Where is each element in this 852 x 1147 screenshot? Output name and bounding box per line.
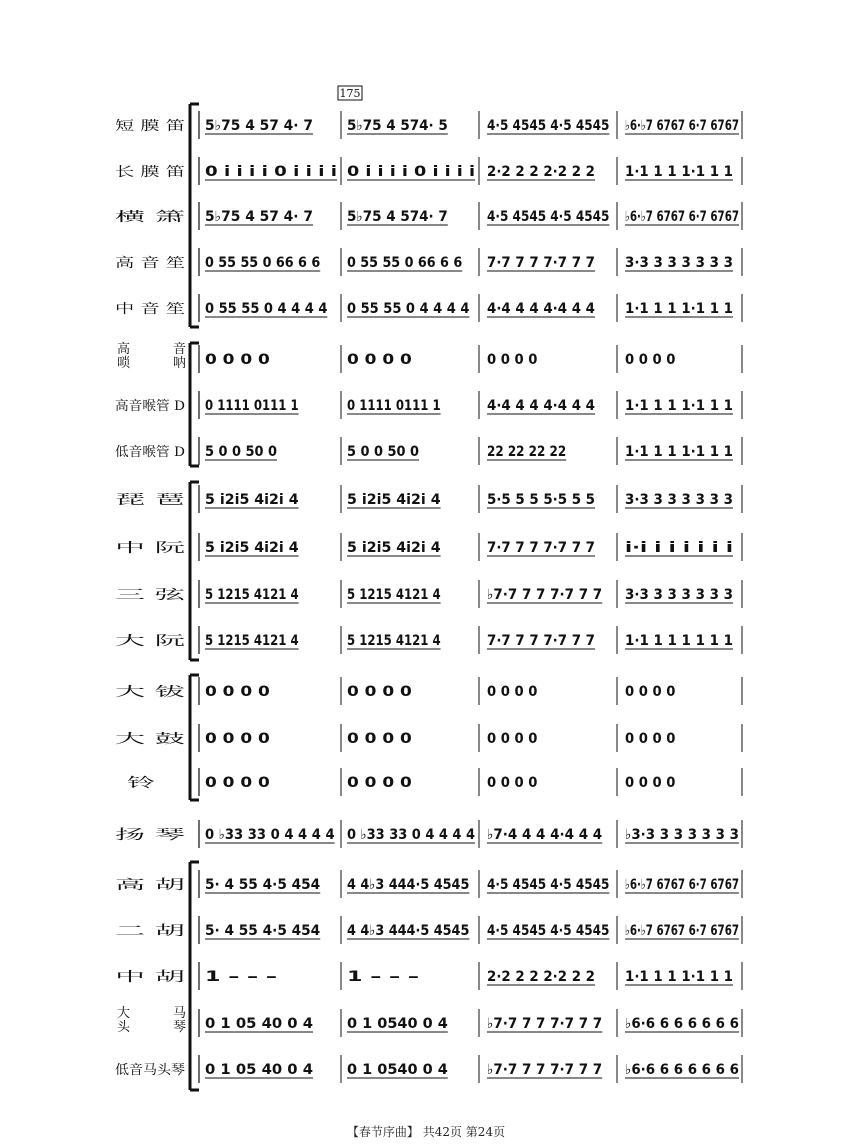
measure-notation: 7·7 7 7 7·7 7 7 [487, 633, 595, 649]
instrument-name-part: 呐 [173, 356, 187, 371]
page-footer: 【春节序曲】 共42页 第24页 [346, 1125, 506, 1139]
measure-notation: 5♭75 4 574· 5 [347, 118, 448, 134]
instrument-name: 短 膜 笛 [115, 119, 185, 134]
instrument-name-part: 头 [117, 1020, 131, 1035]
measure-notation: 0 0 0 0 [487, 684, 538, 700]
instrument-name: 长 膜 笛 [115, 165, 185, 180]
measure-notation: 5♭75 4 574· 7 [347, 209, 448, 225]
measure-notation: 1·1 1 1 1·1 1 1 [625, 301, 733, 317]
measure-notation: 3·3 3 3 3 3 3 3 [625, 492, 733, 508]
measure-notation: 5 1215 4121 4 [205, 587, 299, 603]
measure-notation: 4·5 4545 4·5 4545 [487, 209, 610, 225]
measure-notation: ♭6·♭7 6767 6·7 6767 [625, 118, 739, 134]
measure-notation: 1·1 1 1 1·1 1 1 [625, 164, 733, 180]
measure-notation: 0 0 0 0 [205, 684, 271, 700]
measure-notation: 22 22 22 22 [487, 444, 567, 460]
measure-notation: 0 0 0 0 [205, 352, 271, 368]
measure-notation: 0 1 05 40 0 4 [205, 1062, 314, 1078]
measure-notation: 1·1 1 1 1·1 1 1 [625, 444, 733, 460]
instrument-name: 扬 琴 [115, 828, 146, 843]
measure-notation: 5· 4 55 4·5 454 [205, 877, 321, 893]
measure-notation: 4·5 4545 4·5 4545 [487, 923, 610, 939]
measure-notation: 1·1 1 1 1 1 1 1 [625, 633, 733, 649]
measure-notation: 0 i i i i 0 i i i i [205, 164, 337, 180]
measure-notation: 2·2 2 2 2·2 2 2 [487, 164, 595, 180]
instrument-name: 中 阮 [115, 541, 146, 556]
measure-notation: 0 1 0540 0 4 [347, 1016, 449, 1032]
measure-notation: 0 55 55 0 66 6 6 [205, 255, 321, 271]
measure-notation: 5 0 0 50 0 [347, 444, 420, 460]
measure-notation: 0 0 0 0 [625, 731, 676, 747]
instrument-name: 铃 [127, 776, 155, 791]
measure-notation: 4·4 4 4 4·4 4 4 [487, 301, 596, 317]
instrument-name: 大 钹 [115, 685, 146, 700]
measure-notation: 4·5 4545 4·5 4545 [487, 118, 610, 134]
measure-notation: 2·2 2 2 2·2 2 2 [487, 969, 595, 985]
measure-notation: 0 1111 0111 1 [347, 398, 441, 414]
measure-notation: 5 1215 4121 4 [205, 633, 299, 649]
measure-notation: 0 0 0 0 [625, 352, 676, 368]
instrument-name-part: 琴 [173, 1020, 187, 1035]
measure-notation: 0 55 55 0 4 4 4 4 [205, 301, 328, 317]
instrument-name: 高 音 笙 [115, 256, 163, 271]
measure-notation: 0 1 05 40 0 4 [205, 1016, 314, 1032]
instrument-name: 低音马头琴 [115, 1063, 181, 1078]
measure-notation: ♭6·♭7 6767 6·7 6767 [625, 877, 739, 893]
measure-notation: 7·7 7 7 7·7 7 7 [487, 540, 595, 556]
instrument-name: 中 音 笙 [115, 302, 163, 317]
instrument-name: 琵 琶 [115, 493, 185, 508]
measure-notation: 0 ♭33 33 0 4 4 4 4 [347, 827, 476, 843]
measure-notation: 5♭75 4 57 4· 7 [205, 209, 313, 225]
instrument-name-part: 高 [117, 342, 131, 357]
measure-notation: ♭6·6 6 6 6 6 6 6 [625, 1016, 739, 1032]
measure-notation: 5 i2i5 4i2i 4 [347, 540, 441, 556]
instrument-name: 二 胡 [115, 924, 146, 939]
measure-number: 175 [339, 87, 361, 100]
measure-notation: ♭3·3 3 3 3 3 3 3 [625, 827, 739, 843]
measure-notation: ♭7·7 7 7 7·7 7 7 [487, 1016, 603, 1032]
measure-notation: 7·7 7 7 7·7 7 7 [487, 255, 595, 271]
measure-notation: 1·1 1 1 1·1 1 1 [625, 398, 733, 414]
measure-notation: 1·1 1 1 1·1 1 1 [625, 969, 733, 985]
measure-notation: ♭6·♭7 6767 6·7 6767 [625, 923, 739, 939]
measure-notation: i·i i i i i i i [625, 540, 733, 556]
measure-notation: ♭7·4 4 4 4·4 4 4 [487, 827, 603, 843]
instrument-name-part: 唢 [117, 356, 131, 371]
measure-notation: 1 – – – [205, 969, 277, 985]
measure-notation: 0 0 0 0 [487, 352, 538, 368]
instrument-name-part: 马 [173, 1006, 187, 1021]
measure-notation: 0 55 55 0 66 6 6 [347, 255, 463, 271]
measure-notation: 0 1111 0111 1 [205, 398, 299, 414]
measure-notation: 5 i2i5 4i2i 4 [347, 492, 441, 508]
measure-notation: 0 0 0 0 [625, 684, 676, 700]
instrument-name: 高 胡 [115, 878, 146, 893]
instrument-name: 三 弦 [115, 588, 188, 603]
measure-notation: 0 i i i i 0 i i i i [347, 164, 475, 180]
measure-notation: 5· 4 55 4·5 454 [205, 923, 321, 939]
measure-notation: 0 0 0 0 [205, 775, 271, 791]
measure-notation: 5 1215 4121 4 [347, 633, 441, 649]
measure-notation: 0 ♭33 33 0 4 4 4 4 [205, 827, 335, 843]
measure-notation: 0 0 0 0 [625, 775, 676, 791]
measure-notation: 0 0 0 0 [487, 775, 538, 791]
measure-number-box [338, 86, 362, 100]
measure-notation: 0 0 0 0 [347, 352, 413, 368]
measure-notation: 3·3 3 3 3 3 3 3 [625, 255, 733, 271]
measure-notation: 0 0 0 0 [347, 731, 413, 747]
measure-notation: 3·3 3 3 3 3 3 3 [625, 587, 733, 603]
measure-notation: 5 i2i5 4i2i 4 [205, 492, 299, 508]
measure-notation: 4 4♭3 444·5 4545 [347, 923, 470, 939]
measure-notation: 0 0 0 0 [347, 684, 413, 700]
measure-notation: ♭6·♭7 6767 6·7 6767 [625, 209, 739, 225]
instrument-name: 大 鼓 [115, 732, 146, 747]
measure-notation: 5·5 5 5 5·5 5 5 [487, 492, 595, 508]
instrument-name: 大 阮 [115, 634, 146, 649]
measure-notation: 0 55 55 0 4 4 4 4 [347, 301, 470, 317]
measure-notation: 4·5 4545 4·5 4545 [487, 877, 610, 893]
measure-notation: 0 0 0 0 [487, 731, 538, 747]
measure-notation: 5 1215 4121 4 [347, 587, 441, 603]
instrument-name: 低音喉管 D [115, 445, 185, 460]
measure-notation: 0 0 0 0 [205, 731, 271, 747]
measure-notation: 4 4♭3 444·5 4545 [347, 877, 470, 893]
measure-notation: 5♭75 4 57 4· 7 [205, 118, 313, 134]
measure-notation: ♭7·7 7 7 7·7 7 7 [487, 587, 603, 603]
instrument-name: 横 箫 [115, 210, 146, 225]
measure-notation: 5 0 0 50 0 [205, 444, 278, 460]
measure-notation: ♭7·7 7 7 7·7 7 7 [487, 1062, 603, 1078]
measure-notation: ♭6·6 6 6 6 6 6 6 [625, 1062, 739, 1078]
instrument-name-part: 大 [117, 1006, 131, 1021]
instrument-name: 高音喉管 D [115, 399, 182, 414]
instrument-name: 中 胡 [115, 970, 146, 985]
measure-notation: 0 0 0 0 [347, 775, 413, 791]
measure-notation: 0 1 0540 0 4 [347, 1062, 449, 1078]
instrument-name-part: 音 [173, 342, 187, 357]
measure-notation: 4·4 4 4 4·4 4 4 [487, 398, 596, 414]
measure-notation: 1 – – – [347, 969, 419, 985]
measure-notation: 5 i2i5 4i2i 4 [205, 540, 299, 556]
